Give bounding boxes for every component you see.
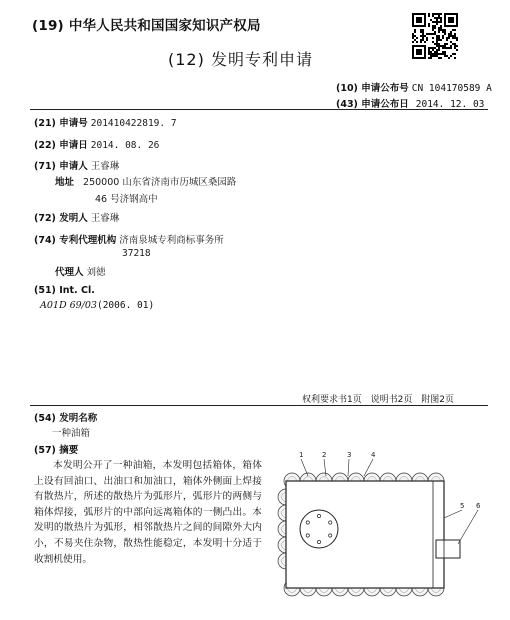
address-label: 地址: [55, 177, 75, 188]
document-type-title: [168, 47, 313, 70]
drawing-label-1: 1: [299, 451, 304, 459]
leader-line: [458, 510, 478, 544]
app-no-label: (21) 申请号: [34, 118, 88, 129]
bolt-hole: [306, 534, 309, 537]
claims-pages: 权利要求书1页: [302, 395, 362, 405]
address-line1: 250000 山东省济南市历城区桑园路: [83, 177, 237, 188]
tank-body: [286, 481, 444, 588]
applicant-label: (71) 申请人: [34, 161, 88, 172]
filing-date-line: [34, 137, 159, 151]
inventor-label: (72) 发明人: [34, 213, 88, 224]
filing-date: 2014. 08. 26: [90, 140, 160, 151]
pub-date: 2014. 12. 03: [415, 99, 485, 110]
bolt-hole: [317, 540, 320, 543]
address-line-1: [55, 174, 236, 188]
abstract-drawing: [268, 448, 490, 612]
office-code: (19): [32, 18, 64, 34]
leader-line: [348, 459, 349, 476]
doc-type: 发明专利申请: [210, 50, 313, 69]
office-header: [32, 14, 261, 34]
section-rule: [30, 405, 488, 406]
bolt-hole: [306, 521, 309, 524]
intcl-code: A01D 69/03: [40, 300, 97, 311]
publication-number-line: [336, 80, 492, 94]
applicant-line: [34, 158, 119, 172]
drawing-label-6: 6: [476, 502, 481, 510]
drawings-pages: 附图2页: [421, 395, 454, 405]
outlet-box: [436, 540, 460, 558]
address-line2: 46 号济钢高中: [95, 194, 158, 205]
qr-code-image: [412, 13, 458, 59]
agent-label: 代理人: [55, 267, 84, 278]
doc-type-code: (12): [168, 50, 205, 69]
invention-name-label: (54) 发明名称: [34, 413, 98, 424]
header-rule: [30, 109, 488, 110]
invention-name: 一种油箱: [52, 428, 91, 439]
leader-line: [444, 510, 462, 518]
applicant: 王睿琳: [90, 161, 120, 172]
bolt-hole: [329, 521, 332, 524]
drawing-label-2: 2: [322, 451, 327, 459]
agent: 刘徳: [86, 267, 106, 278]
inventor: 王睿琳: [90, 213, 120, 224]
filing-date-label: (22) 申请日: [34, 140, 88, 151]
pub-no-label: (10) 申请公布号: [336, 83, 409, 94]
abstract-text: 本发明公开了一种油箱，本发明包括箱体，箱体上设有回油口、出油口和加油口，箱体外侧面上焊接有散热片，所述的散热片为弧形片，弧形片的两侧与箱体焊接，弧形片的中部向远离箱体的一侧凸出。本发明的散热片为弧形，相邻散热片之间的间隙外大内小，不易夹住杂物，散热性能稳定，本发明十分适于收割机使用。: [34, 460, 262, 565]
intcl-label: (51) Int. Cl.: [34, 285, 95, 296]
intcl-line: [40, 300, 154, 311]
pub-no: CN 104170589 A: [411, 83, 492, 94]
drawing-label-5: 5: [460, 502, 465, 510]
app-no: 201410422819. 7: [90, 118, 177, 129]
drawing-label-4: 4: [371, 451, 376, 459]
agency-label: (74) 专利代理机构: [34, 235, 117, 246]
page-counts: [302, 392, 454, 405]
pub-date-label: (43) 申请公布日: [336, 99, 409, 110]
agency: 济南泉城专利商标事务所: [119, 235, 224, 246]
bolt-hole: [317, 514, 320, 517]
publication-date-line: [336, 96, 484, 110]
description-pages: 说明书2页: [370, 395, 413, 405]
intcl-date: (2006. 01): [96, 300, 155, 311]
abstract-label: (57) 摘要: [34, 445, 79, 456]
agency-code: 37218: [122, 248, 151, 259]
agency-line: [34, 232, 224, 246]
application-number-line: [34, 115, 177, 129]
office-name: 中华人民共和国国家知识产权局: [68, 18, 261, 34]
drawing-label-3: 3: [347, 451, 352, 459]
bolt-hole: [329, 534, 332, 537]
agent-line: [55, 264, 106, 278]
inventor-line: [34, 210, 119, 224]
